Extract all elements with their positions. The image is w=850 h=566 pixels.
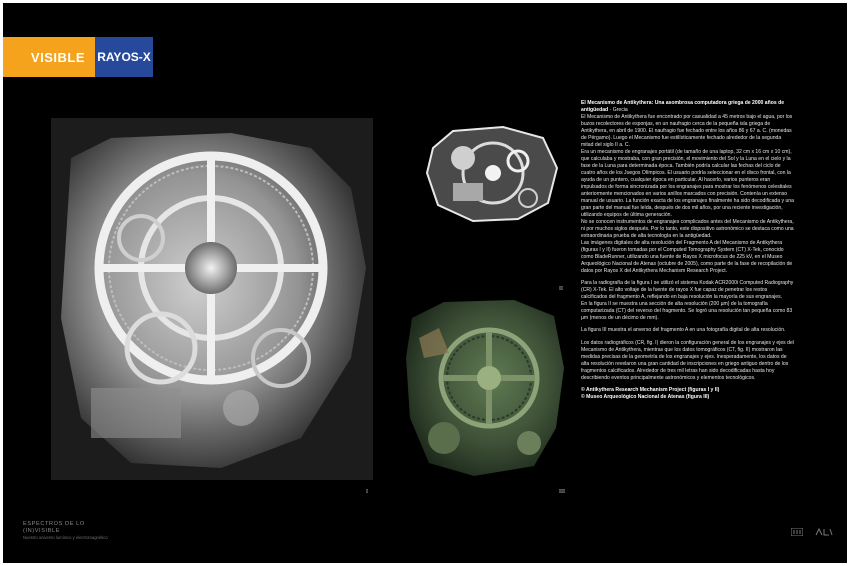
exhibit-panel — [3, 3, 847, 563]
institution-logo-2-icon — [815, 528, 833, 536]
exhibition-brand — [23, 521, 143, 540]
brand-subtitle: Nuestro universo lumínico y electromagnético — [23, 534, 108, 540]
fragment-photo-image — [404, 298, 567, 478]
paragraph-4: Las imágenes digitales de alta resolución del Fragmento A del Mecanismo de Antikythera (figuras I y II) fueron tomadas por el Computed Tomography System (CT) X-Tek, conocido como BladeRunner, utilizando una fuente de Rayos X microfocus de 225 kV, en el Museo Arqueológico Nacional de Atenas (octubre de 2005), como parte de la fase de recopilación de datos por Rayos X del Antikythera Mechanism Research Project. — [581, 240, 793, 275]
figure-label-1: I — [366, 489, 368, 495]
paragraph-7: La figura III muestra el anverso del fragmento A en una fotografía digital de alta resolución. — [581, 327, 786, 334]
sponsor-logo-2 — [815, 527, 833, 537]
article-title: El Mecanismo de Antikythera: Una asombrosa computadora griega de 2000 años de antigüedad — [581, 100, 785, 114]
institution-logo-icon — [791, 528, 803, 536]
brand-line-1: ESPECTROS DE LO — [23, 521, 85, 527]
brand-line-2: (IN)VISIBLE — [23, 527, 61, 534]
xray-radiograph-image — [51, 118, 373, 480]
paragraph-6: En la figura II se muestra una sección de alta resolución (200 µm) de la tomografía computarizada (CT) del reverso del fragmento. Se logró una resolución tan pequeña como 83 µm (menos de un décimo de mm). — [581, 301, 793, 322]
sponsor-logo-1 — [791, 527, 803, 537]
article-text — [581, 100, 795, 401]
paragraph-8: Los datos radiográficos (CR, fig. I) dieron la configuración general de los engranajes y ejes del Mecanismo de Antikythera, mientras que los datos tomográficos (CT, fig. II) mostraron las medidas precisas de la geometría de los engranajes y ejes. Inesperadamente, los datos de alta resolución revelaron una gran cantidad de inscripciones en griego antiguo dentro de los fragmentos calcificados. Alrededor de tres mil letras han sido decodificadas hasta hoy describiendo eventos principalmente astronómicos y elementos tecnológicos. — [581, 339, 794, 381]
credit-line-2: © Museo Arqueológico Nacional de Atenas (figura III) — [581, 393, 710, 400]
article-title-suffix: - Grecia — [608, 107, 628, 114]
paragraph-1: El Mecanismo de Antikythera fue encontrado por casualidad a 45 metros bajo el agua, por los buzos recolectores de esponjas, en un naufragio cerca de la pequeña isla griega de Antikythera, en abril de 1900. El naufragio fue fechado entre los años 86 y 67 a. C. (monedas de Pérgamo). Luego el Mecanismo fue estilísticamente fechado alrededor de la segunda mitad del siglo II a. C. — [581, 114, 793, 149]
credit-line-1: © Antikythera Research Mechanism Project (figuras I y II) — [581, 386, 720, 393]
paragraph-3: No se conocen instrumentos de engranajes complicados antes del Mecanismo de Antikythera, ni por muchos siglos después. Por lo tanto, este dispositivo astronómico se destaca como una extraordinaria prueba de alta tecnología en la antigüedad. — [581, 219, 794, 240]
paragraph-2: Era un mecanismo de engranajes portátil (de tamaño de una laptop, 32 cm x 16 cm x 10 cm), que calculaba y mostraba, con gran precisión, el movimiento del Sol y la Luna en el cielo y la fase de la Luna para determinada época. También podría calcular las fechas del ciclo de cuatro años de los Juegos Olímpicos. El usuario podría seleccionar en el disco frontal, con la ayuda de un puntero, cualquier época en particular. Al hacerlo, varios punteros eran impulsados de forma sincronizada por los engranajes para mostrar los fenómenos celestiales anteriormente mencionados en varios anillos marcados con precisión. Contenía un extenso manual de usuario. La función exacta de los engranajes finalmente ha sido decodificada y una gran parte del manual fue leída, después de dos mil años, por una reciente investigación, utilizando equipos de última generación. — [581, 149, 794, 219]
paragraph-5: Para la radiografía de la figura I se utilizó el sistema Kodak ACR2000i Computed Radiography (CR) X-Tek. El alto voltaje de la fuente de rayos X fue capaz de penetrar los restos calcificados del fragmento A, reflejando en baja resolución la mayoría de sus engranajes. — [581, 280, 794, 301]
ct-scan-image — [423, 123, 561, 223]
figure-label-2: II — [559, 286, 563, 292]
tab-visible[interactable]: VISIBLE — [3, 37, 95, 77]
figure-label-3: III — [559, 489, 565, 495]
tab-xray[interactable]: RAYOS-X — [95, 37, 153, 77]
